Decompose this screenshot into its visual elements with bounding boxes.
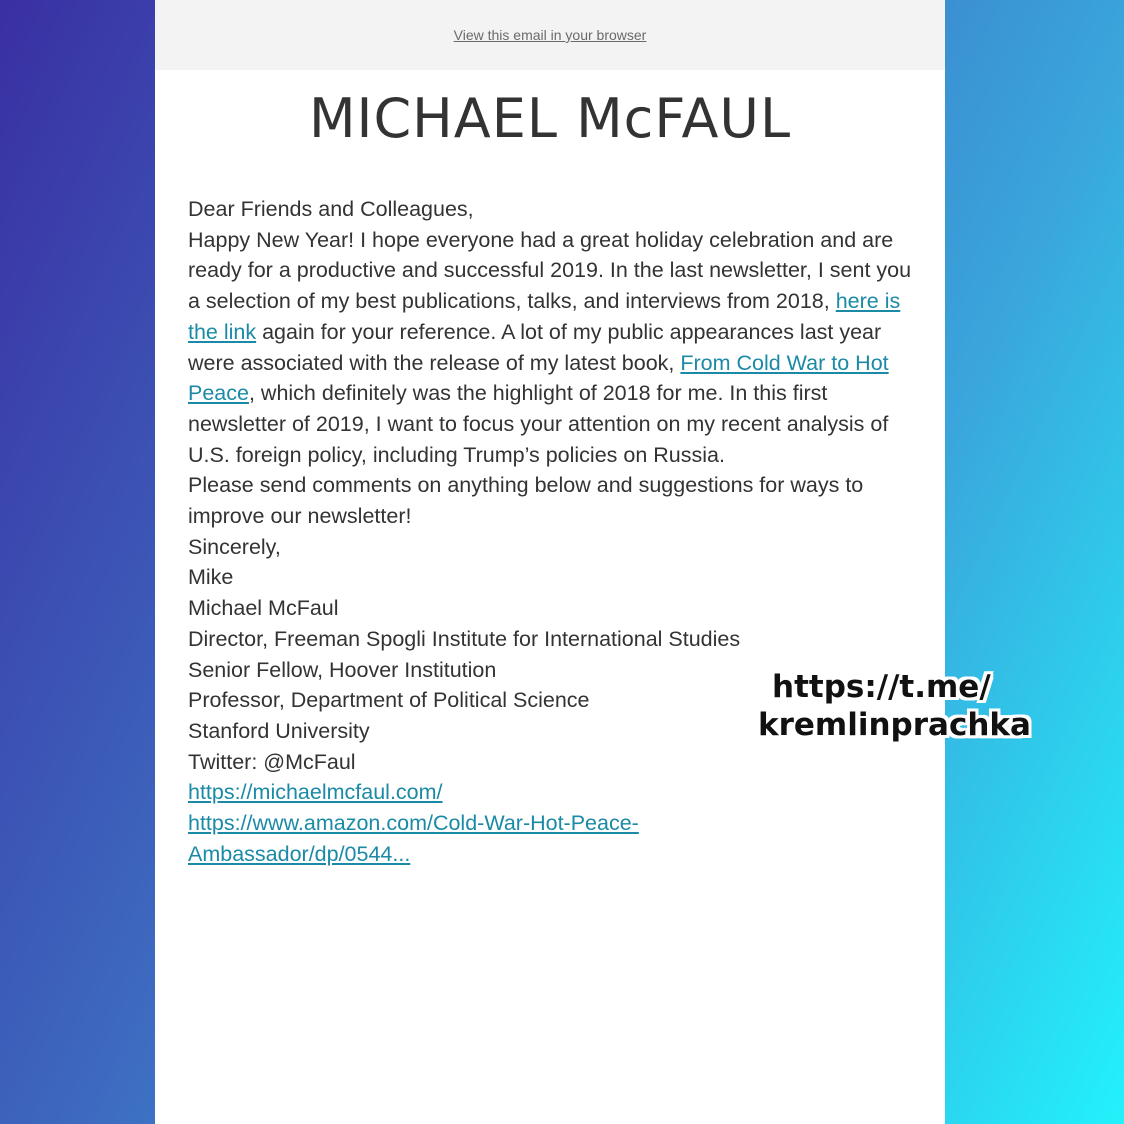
signature-line: Twitter: @McFaul — [188, 749, 356, 774]
body-paragraph — [188, 225, 918, 471]
comments-paragraph: Please send comments on anything below and suggestions for ways to improve our newsletter! — [188, 473, 864, 529]
website-link[interactable]: https://michaelmcfaul.com/ — [188, 780, 443, 805]
body-text-3: , which definitely was the highlight of 2018 for me. In this first newsletter of 2019, I want to focus your attention on my recent analysis of U.S. foreign policy, including Trump’s policies on Russia. — [188, 381, 889, 467]
sign-off: Mike — [188, 565, 234, 590]
signature-line: Professor, Department of Political Science — [188, 688, 590, 713]
amazon-link-part1[interactable]: https://www.amazon.com/Cold-War-Hot-Peace- — [188, 811, 639, 836]
signature-details — [188, 624, 918, 870]
sincerely: Sincerely, — [188, 534, 281, 559]
watermark-line-1: https://t.me/ — [772, 669, 991, 705]
greeting: Dear Friends and Colleagues, — [188, 197, 474, 221]
signature-name: Michael McFaul — [188, 596, 339, 621]
signature-line: Senior Fellow, Hoover Institution — [188, 657, 497, 682]
body-text-2: again for your reference. A lot of my public appearances last year were associated with the release of my latest book, — [188, 319, 882, 375]
signature-line: Stanford University — [188, 718, 370, 743]
body-text-1: Happy New Year! I hope everyone had a great holiday celebration and are ready for a productive and successful 2019. In the last newsletter, I sent you a selection of my best publications, talks, and interviews from 2018, — [188, 227, 912, 314]
watermark — [758, 668, 1031, 744]
email-header — [155, 0, 945, 70]
letter-content — [188, 194, 918, 869]
here-is-the-link[interactable]: here is the link — [188, 289, 901, 344]
book-link[interactable]: From Cold War to Hot Peace — [188, 350, 889, 406]
view-in-browser-link[interactable]: View this email in your browser — [453, 27, 647, 43]
watermark-line-2: kremlinprachka — [758, 707, 1031, 743]
signature-line: Director, Freeman Spogli Institute for International Studies — [188, 626, 741, 651]
logo: MICHAEL McFAUL — [308, 87, 792, 150]
email-container — [155, 0, 945, 1124]
amazon-link-part2[interactable]: Ambassador/dp/0544... — [188, 841, 411, 866]
